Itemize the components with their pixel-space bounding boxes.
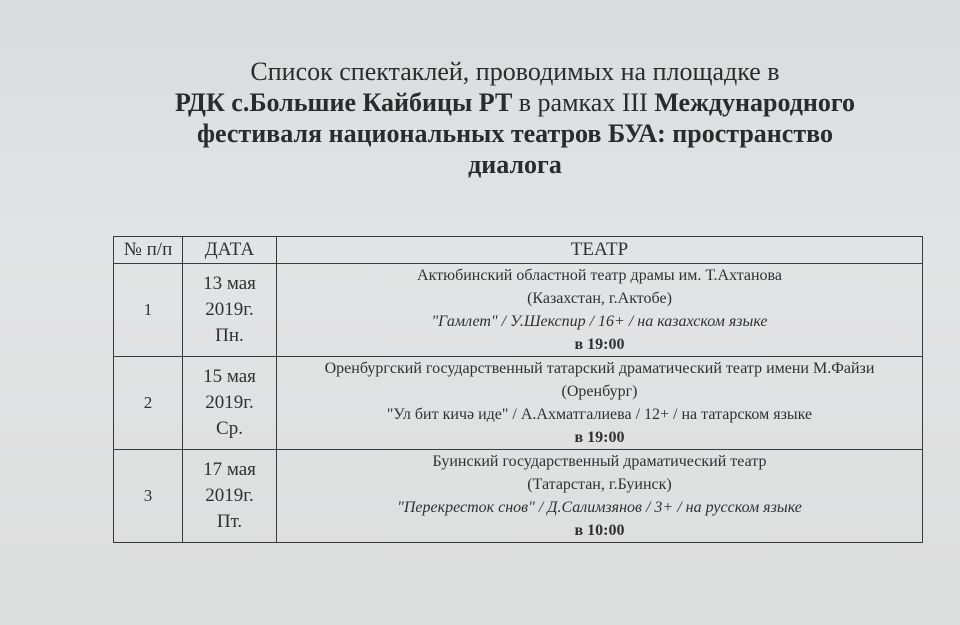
show-time: в 19:00 [574, 429, 625, 446]
show-time: в 10:00 [574, 522, 625, 539]
play-info: "Ул бит кичә иде" / А.Ахматгалиева / 12+ / на татарском языке [386, 406, 813, 423]
table-row [114, 450, 923, 543]
heading-line-4: диалога [468, 150, 562, 179]
heading-venue: РДК с.Большие Кайбицы РТ [174, 88, 513, 117]
row-theatre [277, 357, 923, 450]
heading-line-1: Список спектаклей, проводимых на площадке в [250, 57, 780, 86]
table-header-row [114, 237, 923, 264]
theatre-place: (Татарстан, г.Буинск) [527, 476, 672, 493]
row-num: 3 [114, 450, 183, 543]
date-weekday: Пн. [215, 325, 244, 346]
header-date: ДАТА [183, 237, 277, 264]
play-info: "Перекресток снов" / Д.Салимзянов / 3+ / на русском языке [397, 499, 802, 516]
date-day: 13 мая [203, 273, 256, 294]
show-time: в 19:00 [574, 336, 625, 353]
row-theatre [277, 450, 923, 543]
header-num: № п/п [114, 237, 183, 264]
theatre-place: (Казахстан, г.Актобе) [527, 290, 672, 307]
row-num: 2 [114, 357, 183, 450]
row-theatre [277, 264, 923, 357]
row-num: 1 [114, 264, 183, 357]
date-year: 2019г. [205, 299, 254, 320]
date-day: 15 мая [203, 366, 256, 387]
date-year: 2019г. [205, 392, 254, 413]
heading-international: Международного [654, 88, 856, 117]
table-row [114, 357, 923, 450]
date-year: 2019г. [205, 485, 254, 506]
theatre-name: Оренбургский государственный татарский драматический театр имени М.Файзи [324, 360, 875, 377]
heading-line-3: фестиваля национальных театров БУА: пространство [197, 119, 833, 148]
theatre-name: Актюбинский областной театр драмы им. Т.Ахтанова [417, 267, 782, 284]
document-heading [100, 56, 930, 180]
row-date [183, 450, 277, 543]
play-info: "Гамлет" / У.Шекспир / 16+ / на казахском языке [431, 313, 768, 330]
table-row [114, 264, 923, 357]
header-theatre: ТЕАТР [277, 237, 923, 264]
date-weekday: Ср. [216, 418, 243, 439]
row-date [183, 357, 277, 450]
row-date [183, 264, 277, 357]
heading-line-2 [100, 87, 930, 118]
heading-connector: в рамках III [512, 88, 655, 117]
theatre-place: (Оренбург) [561, 383, 638, 400]
schedule-table [113, 236, 923, 543]
date-weekday: Пт. [216, 511, 243, 532]
theatre-name: Буинский государственный драматический театр [432, 453, 767, 470]
date-day: 17 мая [203, 459, 256, 480]
